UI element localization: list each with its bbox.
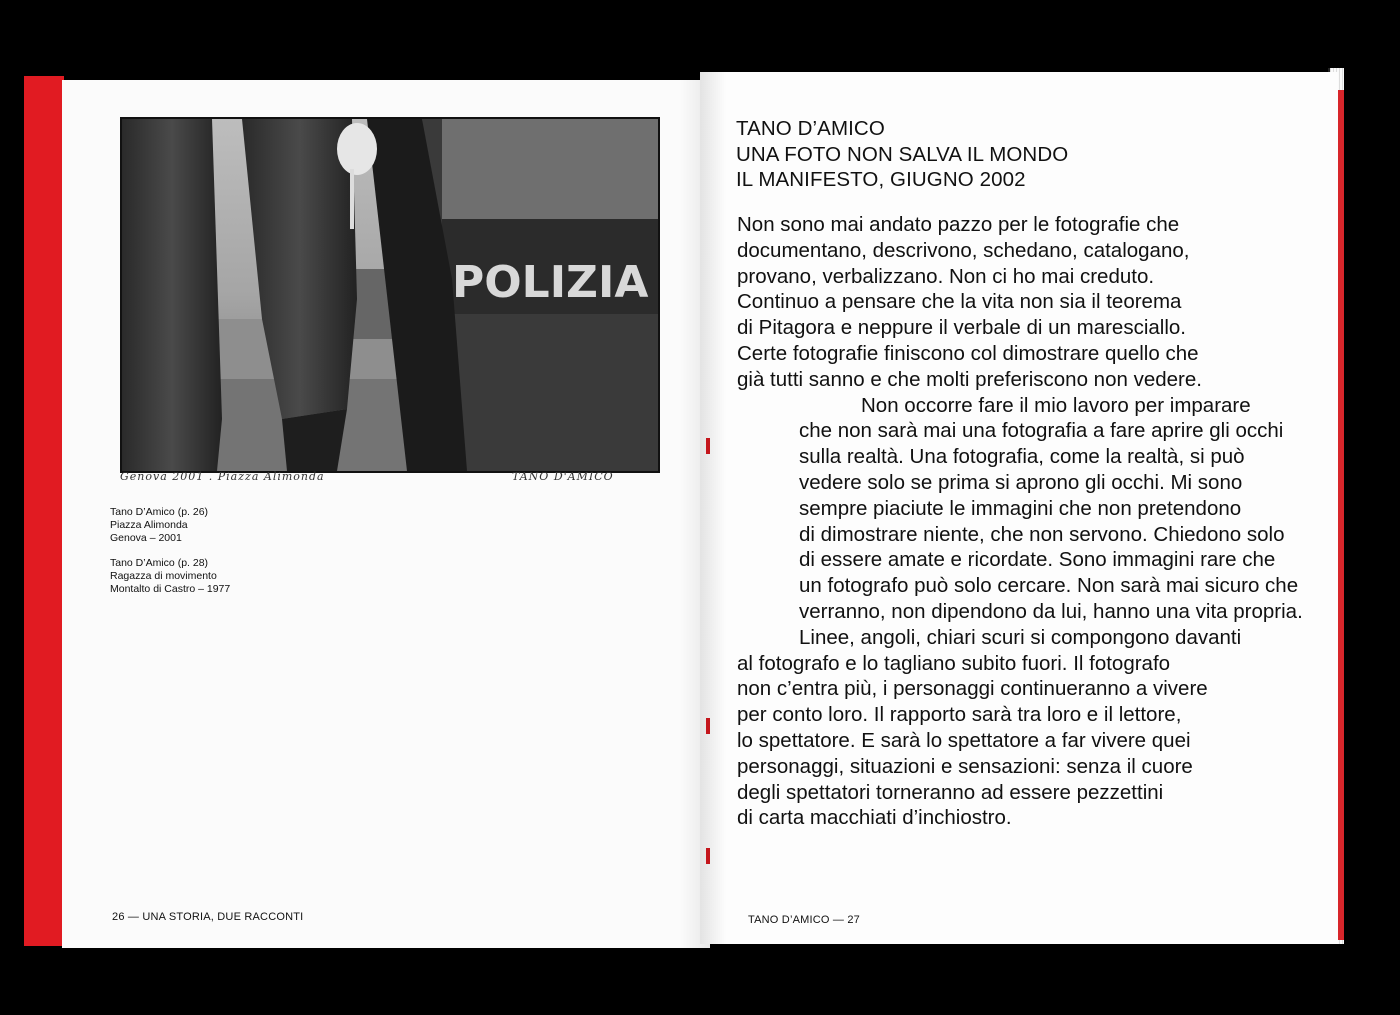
heading-line: TANO D’AMICO xyxy=(736,117,885,140)
text-line: di essere amate e ricordate. Sono immagini rare che xyxy=(799,548,1276,572)
red-back-cover-edge xyxy=(1338,90,1344,940)
red-cover-edge xyxy=(24,76,64,946)
text-line: personaggi, situazioni e sensazioni: senza il cuore xyxy=(737,754,1193,778)
text-line: già tutti sanno e che molti preferiscono non vedere. xyxy=(737,367,1202,391)
page-folio-right: TANO D’AMICO — 27 xyxy=(748,914,860,926)
text-line: per conto loro. Il rapporto sarà tra loro e il lettore, xyxy=(737,703,1182,727)
page-folio-left: 26 — UNA STORIA, DUE RACCONTI xyxy=(112,911,304,923)
paragraph xyxy=(737,625,1307,831)
caption-line: Genova – 2001 xyxy=(110,532,182,544)
caption-line: Ragazza di movimento xyxy=(110,570,217,582)
text-line: non c’entra più, i personaggi continueranno a vivere xyxy=(737,677,1208,701)
photo-captions xyxy=(110,506,230,608)
text-line: sulla realtà. Una fotografia, come la realtà, si può xyxy=(799,445,1245,469)
text-line: un fotografo può solo cercare. Non sarà mai sicuro che xyxy=(799,574,1299,598)
text-line: Non occorre fare il mio lavoro per imparare xyxy=(861,393,1251,417)
text-line: che non sarà mai una fotografia a fare aprire gli occhi xyxy=(799,419,1284,443)
caption-line: Tano D’Amico (p. 26) xyxy=(110,506,209,518)
text-line: Certe fotografie finiscono col dimostrare quello che xyxy=(737,341,1199,365)
text-line: lo spettatore. E sarà lo spettatore a far vivere quei xyxy=(737,728,1191,752)
banner-text: POLIZIA xyxy=(452,257,649,308)
text-line: sempre piaciute le immagini che non pretendono xyxy=(799,496,1242,520)
binding-thread xyxy=(706,848,710,864)
text-line: provano, verbalizzano. Non ci ho mai creduto. xyxy=(737,264,1155,288)
text-line: di carta macchiati d’inchiostro. xyxy=(737,806,1012,830)
text-line: vedere solo se prima si aprono gli occhi. Mi sono xyxy=(799,470,1243,494)
article-heading xyxy=(736,116,1068,193)
photo-signature-location: Genova 2001 . Piazza Alimonda xyxy=(120,470,325,483)
article-body xyxy=(737,212,1307,831)
paragraph xyxy=(737,212,1307,393)
text-line: Continuo a pensare che la vita non sia il teorema xyxy=(737,290,1182,314)
caption-line: Montalto di Castro – 1977 xyxy=(110,583,231,595)
binding-thread xyxy=(706,438,710,454)
text-line: Linee, angoli, chiari scuri si compongono davanti xyxy=(799,625,1242,649)
text-line: di dimostrare niente, che non servono. Chiedono solo xyxy=(799,522,1285,546)
text-line: Non sono mai andato pazzo per le fotografie che xyxy=(737,213,1180,236)
caption-block xyxy=(110,557,230,596)
text-line: verranno, non dipendono da lui, hanno una vita propria. xyxy=(799,599,1303,623)
text-line: al fotografo e lo tagliano subito fuori. Il fotografo xyxy=(737,651,1171,675)
heading-line: IL MANIFESTO, GIUGNO 2002 xyxy=(736,168,1026,191)
caption-block xyxy=(110,506,230,545)
heading-line: UNA FOTO NON SALVA IL MONDO xyxy=(736,142,1069,166)
photo-signature-author: TANO D'AMICO xyxy=(512,470,614,483)
binding-thread xyxy=(706,718,710,734)
caption-line: Tano D’Amico (p. 28) xyxy=(110,557,209,569)
text-line: documentano, descrivono, schedano, catalogano, xyxy=(737,238,1190,262)
text-line: degli spettatori torneranno ad essere pezzettini xyxy=(737,780,1164,804)
photograph xyxy=(120,117,660,473)
caption-line: Piazza Alimonda xyxy=(110,519,188,531)
paragraph xyxy=(737,393,1307,625)
text-line: di Pitagora e neppure il verbale di un maresciallo. xyxy=(737,316,1186,340)
